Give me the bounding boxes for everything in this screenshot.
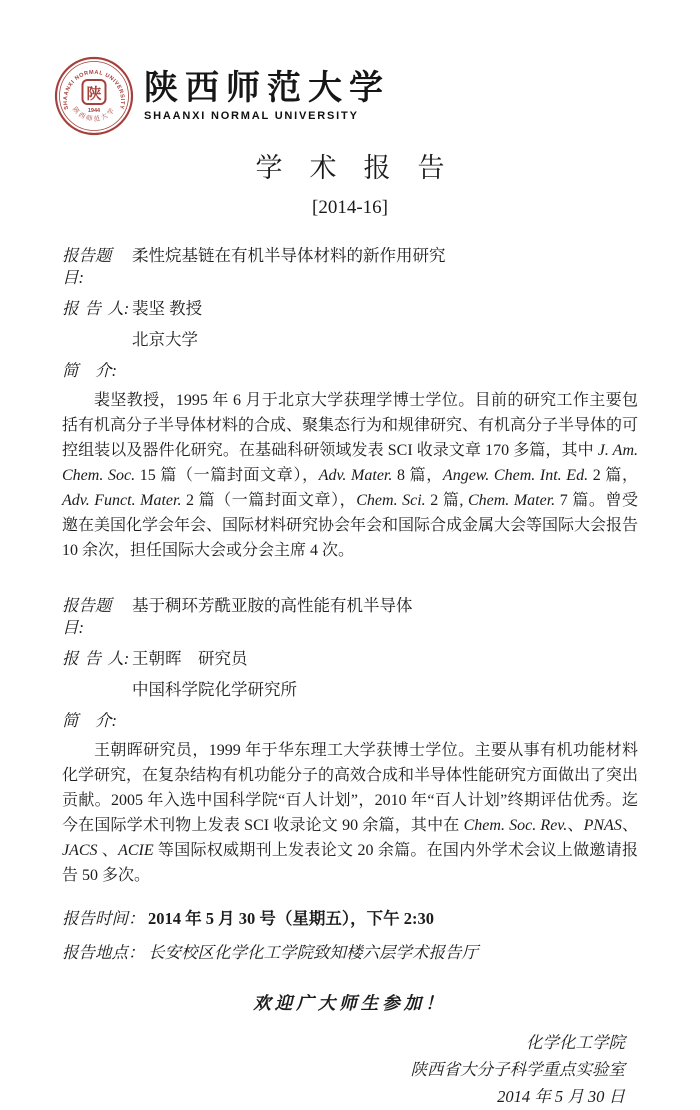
report-title-label: 报告题目: <box>62 596 112 637</box>
time-value: 2014 年 5 月 30 号（星期五），下午 2:30 <box>148 909 434 928</box>
signature-line-department: 化学化工学院 <box>526 1033 625 1052</box>
seal-arc-top-text: SHAANXI NORMAL UNIVERSITY <box>62 69 126 111</box>
university-logo <box>54 56 638 136</box>
issue-number: [2014-16] <box>312 197 388 218</box>
university-wordmark <box>144 71 390 122</box>
report-title-value: 柔性烷基链在有机半导体材料的新作用研究 <box>132 246 446 265</box>
affiliation-row <box>62 679 638 701</box>
seal-arc-bottom-text: 陕西师范大学 <box>70 105 118 124</box>
speaker-label: 报 告 人: <box>62 649 130 668</box>
intro-label: 简 介: <box>62 711 117 730</box>
report-title-row <box>62 245 638 289</box>
signature-block <box>62 1029 638 1110</box>
report-section-1 <box>62 245 638 563</box>
report-place-row <box>62 942 638 964</box>
label-spacer <box>62 679 132 701</box>
seal-center-character: 陕 <box>86 86 102 103</box>
signature-line-date: 2014 年 5 月 30 日 <box>497 1087 625 1106</box>
report-title-value: 基于稠环芳酰亚胺的高性能有机半导体 <box>132 596 413 615</box>
signature-line-laboratory: 陕西省大分子科学重点实验室 <box>410 1060 625 1079</box>
place-label: 报告地点： <box>62 943 145 962</box>
report-title-label: 报告题目: <box>62 246 112 287</box>
speaker-bio: 裴坚教授，1995 年 6 月于北京大学获理学博士学位。目前的研究工作主要包括有机高分子半导体材料的合成、聚集态行为和规律研究、有机高分子半导体的可控组装以及器件化研究。在基础科研领域发表 SCI 收录文章 170 多篇，其中 J. Am. Chem. Soc. 15 篇（一篇封面文章），Adv. Mater. 8 篇，Angew. Chem. Int. Ed. 2 篇，Adv. Funct. Mater. 2 篇（一篇封面文章），Chem. Sci. 2 篇, Chem. Mater. 7 篇。曾受邀在美国化学会年会、国际材料研究协会年会和国际合成金属大会等国际大会报告 10 余次，担任国际大会或分会主席 4 次。 <box>62 392 639 559</box>
speaker-label: 报 告 人: <box>62 299 130 318</box>
speaker-affiliation: 北京大学 <box>132 330 198 349</box>
report-title-row <box>62 595 638 639</box>
speaker-affiliation: 中国科学院化学研究所 <box>132 680 297 699</box>
speaker-row <box>62 298 638 320</box>
label-spacer <box>62 329 132 351</box>
report-time-row <box>62 908 638 930</box>
affiliation-row <box>62 329 638 351</box>
time-label: 报告时间： <box>62 909 145 928</box>
seal-year: 1944 <box>87 108 101 114</box>
speaker-row <box>62 648 638 670</box>
page-title: 学 术 报 告 <box>255 153 445 183</box>
report-section-2 <box>62 595 638 888</box>
university-english-name: SHAANXI NORMAL UNIVERSITY <box>144 109 359 122</box>
speaker-bio: 王朝晖研究员，1999 年于华东理工大学获博士学位。主要从事有机功能材料化学研究，在复杂结构有机功能分子的高效合成和半导体性能研究方面做出了突出贡献。2005 年入选中国科学院“百人计划”，2010 年“百人计划”终期评估优秀。迄今在国际学术刊物上发表 SCI 收录论文 90 余篇，其中在 Chem. Soc. Rev.、PNAS、JACS 、ACIE 等国际权威期刊上发表论文 20 余篇。在国内外学术会议上做邀请报告 50 多次。 <box>62 742 639 884</box>
speaker-value: 裴坚 教授 <box>132 299 203 318</box>
speaker-value: 王朝晖 研究员 <box>132 649 248 668</box>
place-value: 长安校区化学化工学院致知楼六层学术报告厅 <box>148 943 478 962</box>
university-calligraphy-name: 陕西师范大学 <box>144 69 390 107</box>
intro-row <box>62 710 638 732</box>
seal-svg <box>54 56 134 136</box>
welcome-message: 欢迎广大师生参加！ <box>253 993 447 1013</box>
intro-row <box>62 360 638 382</box>
intro-label: 简 介: <box>62 361 117 380</box>
university-seal-icon <box>54 56 134 136</box>
